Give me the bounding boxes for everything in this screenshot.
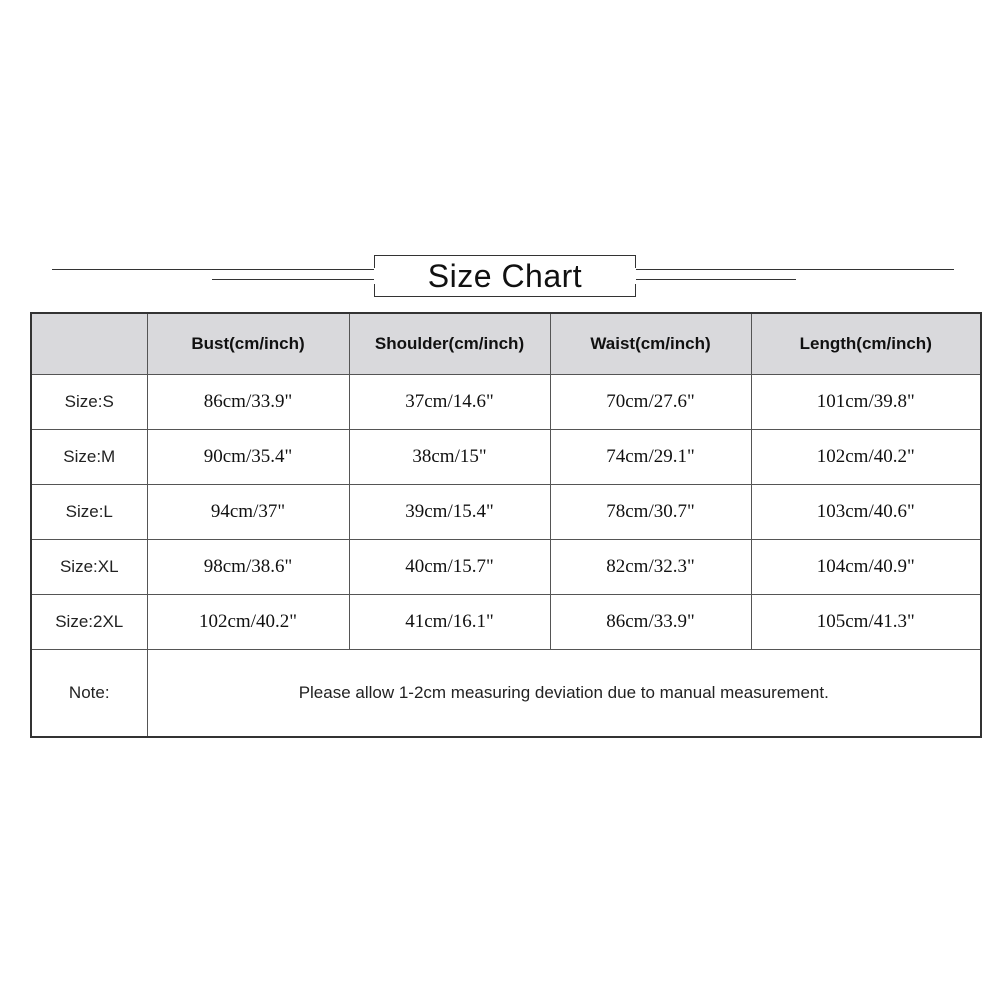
length-value: 101cm/39.8" xyxy=(751,375,981,430)
shoulder-value: 41cm/16.1" xyxy=(349,595,550,650)
header-bust: Bust(cm/inch) xyxy=(147,313,349,375)
table-row xyxy=(31,595,981,650)
waist-value: 86cm/33.9" xyxy=(550,595,751,650)
size-label: Size:S xyxy=(31,375,147,430)
bust-value: 102cm/40.2" xyxy=(147,595,349,650)
table-header-row xyxy=(31,313,981,375)
title-rule-right-top xyxy=(636,269,954,270)
waist-value: 70cm/27.6" xyxy=(550,375,751,430)
size-label: Size:XL xyxy=(31,540,147,595)
header-shoulder: Shoulder(cm/inch) xyxy=(349,313,550,375)
header-corner xyxy=(31,313,147,375)
title-rule-right-bottom xyxy=(636,279,796,280)
note-text: Please allow 1-2cm measuring deviation due to manual measurement. xyxy=(147,650,981,738)
shoulder-value: 39cm/15.4" xyxy=(349,485,550,540)
table-row xyxy=(31,430,981,485)
length-value: 104cm/40.9" xyxy=(751,540,981,595)
bust-value: 86cm/33.9" xyxy=(147,375,349,430)
size-table xyxy=(30,312,982,738)
bust-value: 90cm/35.4" xyxy=(147,430,349,485)
shoulder-value: 38cm/15" xyxy=(349,430,550,485)
bust-value: 98cm/38.6" xyxy=(147,540,349,595)
header-length: Length(cm/inch) xyxy=(751,313,981,375)
title-banner xyxy=(0,250,1000,302)
length-value: 102cm/40.2" xyxy=(751,430,981,485)
header-waist: Waist(cm/inch) xyxy=(550,313,751,375)
note-label: Note: xyxy=(31,650,147,738)
page-title: Size Chart xyxy=(427,257,583,294)
length-value: 103cm/40.6" xyxy=(751,485,981,540)
shoulder-value: 40cm/15.7" xyxy=(349,540,550,595)
table-row xyxy=(31,375,981,430)
table-row xyxy=(31,540,981,595)
title-rule-left-bottom xyxy=(212,279,374,280)
title-rule-left-top xyxy=(52,269,374,270)
waist-value: 78cm/30.7" xyxy=(550,485,751,540)
shoulder-value: 37cm/14.6" xyxy=(349,375,550,430)
bust-value: 94cm/37" xyxy=(147,485,349,540)
table-row xyxy=(31,485,981,540)
length-value: 105cm/41.3" xyxy=(751,595,981,650)
title-frame xyxy=(374,255,636,297)
size-label: Size:M xyxy=(31,430,147,485)
size-label: Size:2XL xyxy=(31,595,147,650)
waist-value: 82cm/32.3" xyxy=(550,540,751,595)
waist-value: 74cm/29.1" xyxy=(550,430,751,485)
size-label: Size:L xyxy=(31,485,147,540)
note-row xyxy=(31,650,981,738)
